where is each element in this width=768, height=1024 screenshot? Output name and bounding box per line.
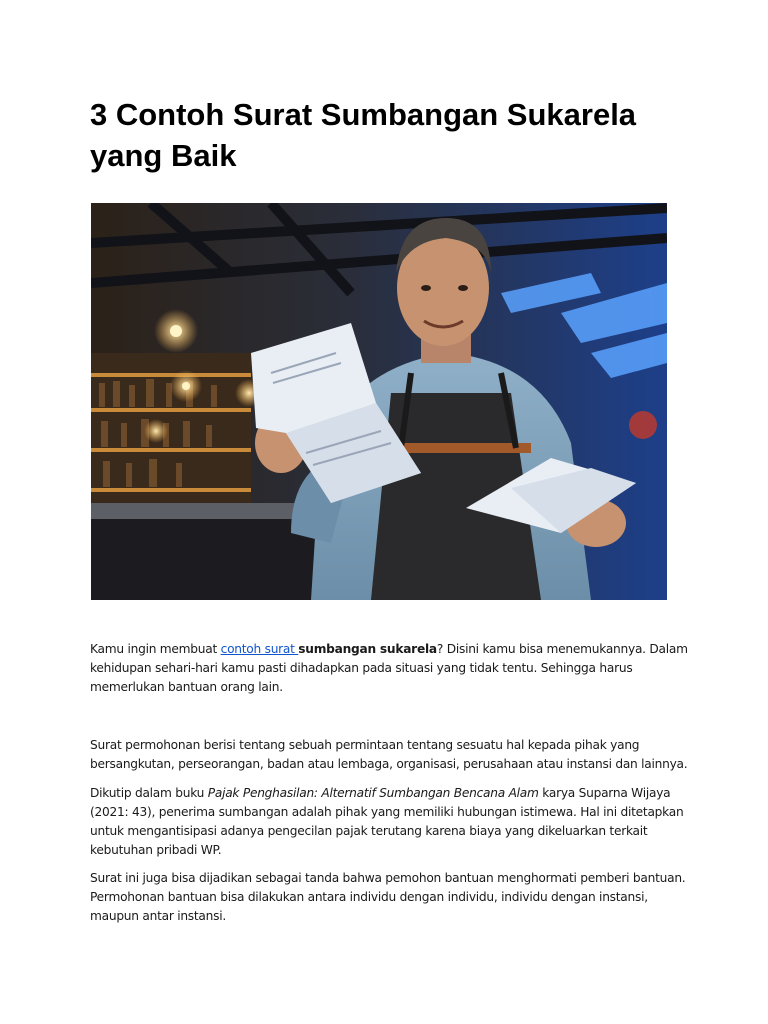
intro-text-after: ? Disini kamu bisa menemukannya. Dalam kehidupan sehari-hari kamu pasti dihadapkan pada situasi yang tidak tentu. Sehingga harus memerlukan bantuan orang lain. [90, 642, 688, 694]
contoh-surat-link[interactable]: contoh surat [220, 642, 299, 656]
purpose-paragraph: Surat ini juga bisa dijadikan sebagai tanda bahwa pemohon bantuan menghormati pemberi bantuan. Permohonan bantuan bisa dilakukan antara individu dengan individu, individu dengan instansi, maupun antar instansi. [90, 871, 686, 923]
page-title: 3 Contoh Surat Sumbangan Sukarela yang Baik [90, 97, 637, 173]
intro-text-before-link: Kamu ingin membuat [90, 642, 221, 656]
intro-paragraph [90, 640, 690, 697]
citation-paragraph [90, 784, 690, 860]
citation-text-after: karya Suparna Wijaya (2021: 43), penerima sumbangan adalah pihak yang memiliki hubungan istimewa. Hal ini ditetapkan untuk mengantisipasi adanya pengecilan pajak terutang karena biaya yang dikeluarkan terkait kebutuhan pribadi WP. [90, 786, 684, 857]
citation-text-before: Dikutip dalam buku [90, 786, 208, 800]
hero-image [91, 203, 667, 600]
book-title: Pajak Penghasilan: Alternatif Sumbangan Bencana Alam [207, 786, 539, 800]
definition-paragraph: Surat permohonan berisi tentang sebuah permintaan tentang sesuatu hal kepada pihak yang bersangkutan, perseorangan, badan atau lembaga, organisasi, perusahaan atau instansi dan lainnya. [90, 738, 688, 771]
intro-bold-text: sumbangan sukarela [298, 642, 437, 656]
